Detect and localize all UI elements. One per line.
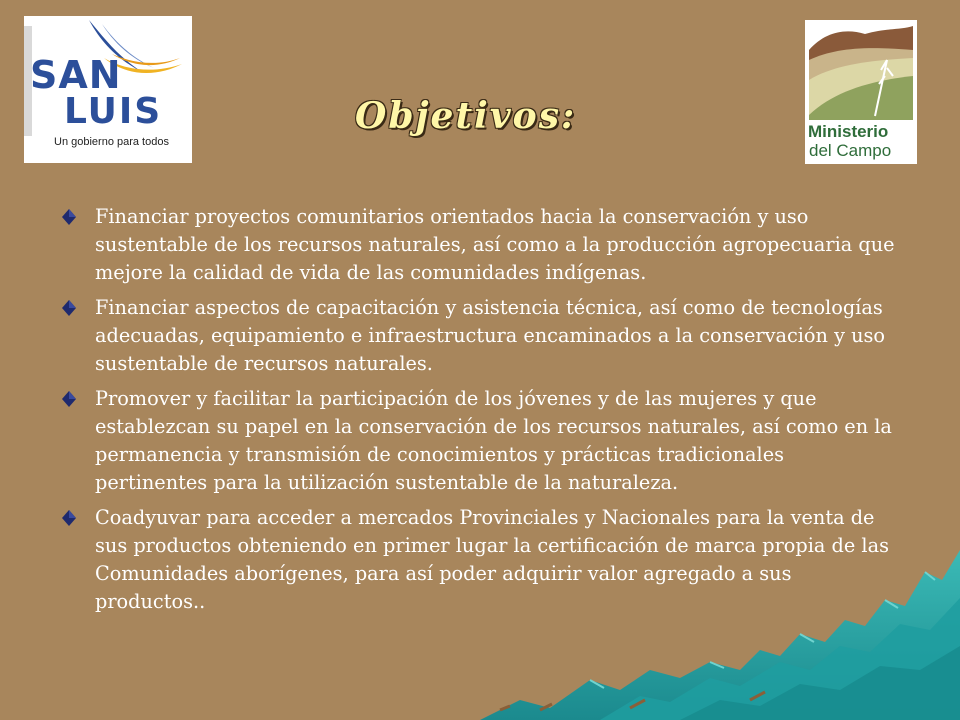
diamond-bullet-icon (62, 510, 76, 526)
san-luis-line1: SAN (30, 53, 122, 97)
list-item-text: Promover y facilitar la participación de los jóvenes y de las mujeres y que establezcan su papel en la conservación de los recursos naturales, así como en la permanencia y transmisión de conocimientos y prácticas tradicionales pertinentes para la utilización sustentable de la naturaleza. (95, 387, 892, 494)
san-luis-tagline: Un gobierno para todos (54, 136, 169, 148)
ministerio-del-campo-logo (805, 20, 917, 164)
list-item (62, 294, 902, 378)
san-luis-line2: LUIS (64, 91, 163, 132)
list-item-text: Financiar proyectos comunitarios orientados hacia la conservación y uso sustentable de los recursos naturales, así como a la producción agropecuaria que mejore la calidad de vida de las comunidades indígenas. (95, 205, 895, 284)
ministerio-line2: del Campo (809, 141, 892, 160)
list-item-text: Financiar aspectos de capacitación y asistencia técnica, así como de tecnologías adecuadas, equipamiento e infraestructura encaminados a la conservación y uso sustentable de recursos naturales. (95, 296, 886, 375)
diamond-bullet-icon (62, 209, 76, 225)
diamond-bullet-icon (62, 391, 76, 407)
ministerio-line1: Ministerio (808, 122, 889, 141)
diamond-bullet-icon (62, 300, 76, 316)
list-item (62, 385, 902, 497)
list-item (62, 203, 902, 287)
list-item-text: Coadyuvar para acceder a mercados Provinciales y Nacionales para la venta de sus productos obteniendo en primer lugar la certificación de marca propia de las Comunidades aborígenes, para así poder adquirir valor agregado a sus productos.. (95, 506, 889, 613)
mountain-decoration-icon (480, 550, 960, 720)
slide-title: Objetivos: (355, 95, 577, 137)
san-luis-logo (24, 16, 192, 163)
